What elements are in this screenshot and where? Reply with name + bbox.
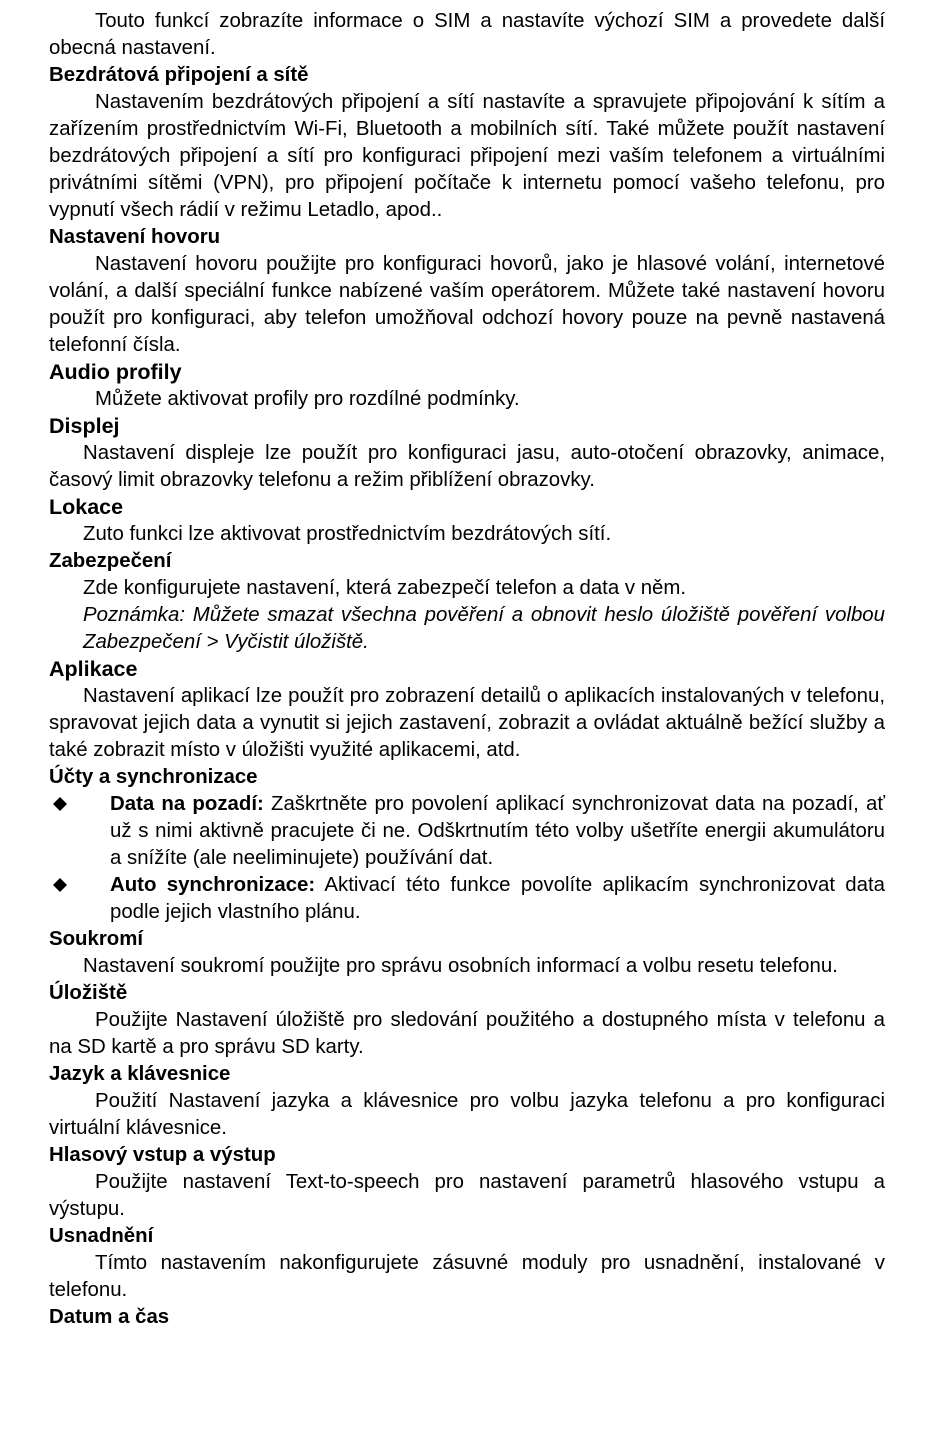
bullet-text: Zaškrtněte pro povolení aplikací synchronizovat data na pozadí, ať už s nimi aktivně pracujete či ne. Odškrtnutím této volby ušetříte energii akumulátoru a snížíte (ale neeliminujete) používání dat. bbox=[110, 793, 885, 869]
paragraph-privacy: Nastavení soukromí použijte pro správu osobních informací a volbu resetu telefonu. bbox=[83, 955, 838, 977]
paragraph-location: Zuto funkci lze aktivovat prostřednictvím bezdrátových sítí. bbox=[83, 523, 612, 545]
paragraph-wireless: Nastavením bezdrátových připojení a sítí nastavíte a spravujete připojování k sítím a zařízením prostřednictvím Wi-Fi, Bluetooth a mobilních sítí. Také můžete použít nastavení bezdrátových připojení a sítí pro konfiguraci připojení mezi vaším telefonem a virtuálními privátními sítěmi (VPN), pro připojení počítače k internetu pomocí vašeho telefonu, pro vypnutí všech rádií v režimu Letadlo, apod.. bbox=[49, 91, 885, 221]
bullet-label: Auto synchronizace: bbox=[110, 874, 316, 896]
heading-voice: Hlasový vstup a výstup bbox=[49, 1144, 276, 1166]
heading-audio: Audio profily bbox=[49, 360, 182, 384]
paragraph-accessibility: Tímto nastavením nakonfigurujete zásuvné moduly pro usnadnění, instalované v telefonu. bbox=[49, 1252, 885, 1301]
heading-accessibility: Usnadnění bbox=[49, 1225, 154, 1247]
paragraph-security: Zde konfigurujete nastavení, která zabezpečí telefon a data v něm. bbox=[83, 577, 687, 599]
paragraph-language: Použití Nastavení jazyka a klávesnice pro volbu jazyka telefonu a pro konfiguraci virtuální klávesnice. bbox=[49, 1090, 885, 1139]
heading-display: Displej bbox=[49, 414, 120, 438]
paragraph-audio: Můžete aktivovat profily pro rozdílné podmínky. bbox=[95, 388, 520, 410]
heading-accounts: Účty a synchronizace bbox=[49, 766, 258, 788]
paragraph-display: Nastavení displeje lze použít pro konfiguraci jasu, auto-otočení obrazovky, animace, časový limit obrazovky telefonu a režim přiblížení obrazovky. bbox=[49, 442, 885, 491]
heading-privacy: Soukromí bbox=[49, 928, 144, 950]
list-item bbox=[49, 791, 885, 872]
paragraph-voice: Použijte nastavení Text-to-speech pro nastavení parametrů hlasového vstupu a výstupu. bbox=[49, 1171, 885, 1220]
heading-wireless: Bezdrátová připojení a sítě bbox=[49, 64, 309, 86]
paragraph-storage: Použijte Nastavení úložiště pro sledování použitého a dostupného místa v telefonu a na SD kartě a pro správu SD karty. bbox=[49, 1009, 885, 1058]
paragraph-call: Nastavení hovoru použijte pro konfiguraci hovorů, jako je hlasové volání, internetové volání, a další speciální funkce nabízené vaším operátorem. Můžete také nastavení hovoru použít pro konfiguraci, aby telefon umožňoval odchozí hovory pouze na pevně nastavená telefonní čísla. bbox=[49, 253, 885, 356]
black-diamond-icon bbox=[53, 797, 67, 811]
heading-call: Nastavení hovoru bbox=[49, 226, 221, 248]
heading-language: Jazyk a klávesnice bbox=[49, 1063, 231, 1085]
intro-paragraph: Touto funkcí zobrazíte informace o SIM a nastavíte výchozí SIM a provedete další obecná nastavení. bbox=[49, 10, 885, 59]
heading-datetime: Datum a čas bbox=[49, 1306, 170, 1328]
black-diamond-icon bbox=[53, 878, 67, 892]
heading-security: Zabezpečení bbox=[49, 550, 172, 572]
security-note: Poznámka: Můžete smazat všechna pověření a obnovit heslo úložiště pověření volbou Zabezpečení > Vyčistit úložiště. bbox=[83, 604, 885, 653]
heading-storage: Úložiště bbox=[49, 982, 128, 1004]
heading-apps: Aplikace bbox=[49, 657, 138, 681]
bullet-text: Aktivací této funkce povolíte aplikacím synchronizovat data podle jejich vlastního plánu. bbox=[110, 874, 885, 923]
bullet-label: Data na pozadí: bbox=[110, 793, 264, 815]
paragraph-apps: Nastavení aplikací lze použít pro zobrazení detailů o aplikacích instalovaných v telefonu, spravovat jejich data a vynutit si jejich zastavení, zobrazit a ovládat aktuálně bežící služby a také zobrazit místo v úložišti využité aplikacemi, atd. bbox=[49, 685, 885, 761]
heading-location: Lokace bbox=[49, 495, 124, 519]
document-page bbox=[49, 8, 885, 1331]
list-item bbox=[49, 872, 885, 926]
